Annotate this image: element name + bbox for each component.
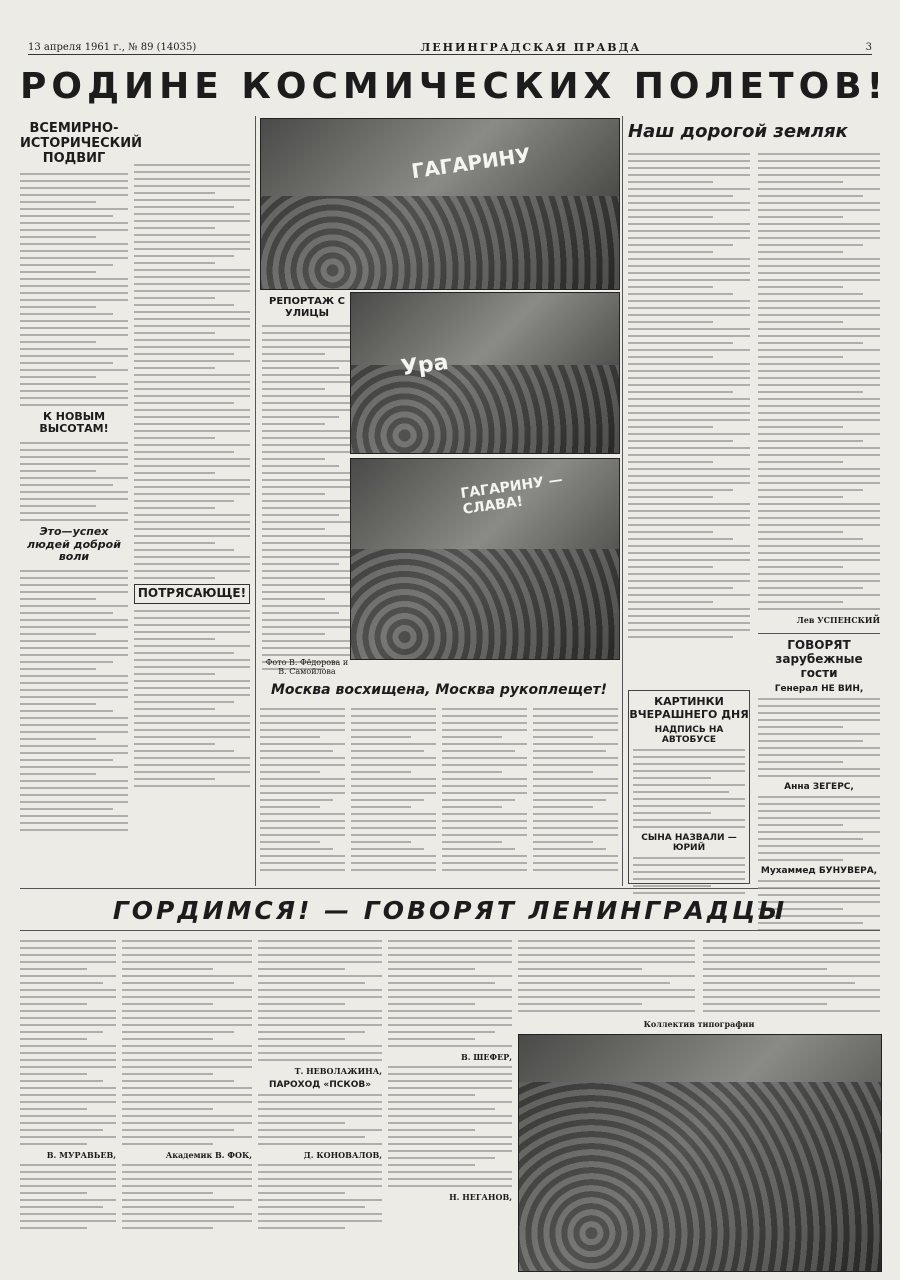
article-text (388, 940, 512, 1047)
article-text (758, 153, 880, 610)
cartoons-title: КАРТИНКИ ВЧЕРАШНЕГО ДНЯ (629, 695, 749, 721)
article-text (122, 1164, 252, 1229)
article-moscow (260, 678, 618, 883)
banner-text: ГАГАРИНУ (409, 142, 533, 184)
article-bottom-2 (122, 936, 252, 1271)
masthead (28, 40, 872, 55)
guest-name: Анна ЗЕГЕРС, (784, 781, 854, 792)
article-text (262, 325, 352, 676)
article-text (629, 857, 749, 894)
guest-name: Мухаммед БУНУВЕРА, (760, 865, 878, 876)
article-subtitle: ПАРОХОД «ПСКОВ» (268, 1080, 372, 1090)
section-headline: ГОРДИМСЯ! — ГОВОРЯТ ЛЕНИНГРАДЦЫ (112, 896, 788, 925)
author-signature: В. МУРАВЬЕВ, (46, 1150, 116, 1160)
photo-street-flag (350, 292, 620, 454)
article-title: Наш дорогой земляк (628, 121, 848, 142)
article-text (20, 570, 128, 831)
author-signature: Т. НЕВОЛАЖИНА, (294, 1066, 382, 1076)
author-signature: Д. КОНОВАЛОВ, (303, 1150, 382, 1160)
section-rule (20, 930, 880, 931)
photo-audience (518, 1034, 882, 1272)
author-signature: Академик В. ФОК, (165, 1150, 252, 1160)
banner-text: Ура (399, 349, 451, 382)
author-signature: Лев УСПЕНСКИЙ (796, 614, 880, 625)
photo-credit: Фото В. Фёдорова и В. Самойлова (265, 658, 349, 676)
cartoon-subtitle: НАДПИСЬ НА АВТОБУСЕ (654, 725, 724, 745)
reportage-title: РЕПОРТАЖ С УЛИЦЫ (269, 296, 345, 319)
column-rule (255, 116, 256, 886)
page-number: 3 (865, 41, 872, 53)
article-text (629, 749, 749, 828)
article-text (122, 940, 252, 1145)
article-title: ВСЕМИРНО-ИСТОРИЧЕСКИЙ ПОДВИГ (20, 121, 143, 166)
article-text (442, 708, 527, 876)
article-column-two (134, 160, 250, 880)
issue-date: 13 апреля 1961 г., № 89 (14035) (28, 41, 197, 53)
author-signature: Коллектив типографии (643, 1019, 755, 1029)
article-text (20, 442, 128, 521)
main-headline: РОДИНЕ КОСМИЧЕСКИХ ПОЛЕТОВ! (20, 66, 889, 107)
author-signature: Н. НЕГАНОВ, (449, 1192, 512, 1202)
article-world-feat (20, 118, 143, 883)
guest-name: Генерал НЕ ВИН, (774, 683, 864, 694)
article-title: К НОВЫМ ВЫСОТАМ! (39, 409, 109, 436)
cartoons-box (628, 690, 750, 884)
article-title: ПОТРЯСАЮЩЕ! (134, 584, 250, 604)
cartoon-subtitle: СЫНА НАЗВАЛИ — ЮРИЙ (641, 833, 737, 853)
article-text (20, 940, 116, 1145)
banner-text: ГАГАРИНУ — СЛАВА! (459, 471, 564, 518)
article-text (258, 940, 382, 1061)
article-bottom-4 (388, 936, 512, 1271)
article-bottom-5 (518, 936, 880, 1032)
article-bottom-3 (258, 936, 382, 1271)
article-title: Это—успех людей доброй воли (27, 525, 121, 564)
article-text (258, 1094, 382, 1145)
article-text (388, 1066, 512, 1187)
article-text (758, 698, 880, 777)
article-text (533, 708, 618, 876)
article-text (703, 940, 880, 1017)
reportage-box (262, 292, 352, 652)
article-text (351, 708, 436, 876)
article-text (20, 173, 128, 406)
article-text (518, 940, 695, 1017)
photo-parade (350, 458, 620, 660)
article-text (20, 1164, 116, 1229)
column-rule (622, 116, 623, 886)
article-text (758, 796, 880, 861)
article-text (260, 708, 345, 876)
article-text (134, 610, 250, 787)
article-text (134, 164, 250, 579)
photo-crowd-top (260, 118, 620, 290)
paper-name: ЛЕНИНГРАДСКАЯ ПРАВДА (420, 40, 642, 54)
author-signature: В. ШЕФЕР, (460, 1052, 512, 1062)
article-text (258, 1164, 382, 1229)
guests-title: ГОВОРЯТ зарубежные гости (758, 633, 880, 680)
article-title: Москва восхищена, Москва рукоплещет! (270, 682, 608, 698)
article-bottom-1 (20, 936, 116, 1271)
